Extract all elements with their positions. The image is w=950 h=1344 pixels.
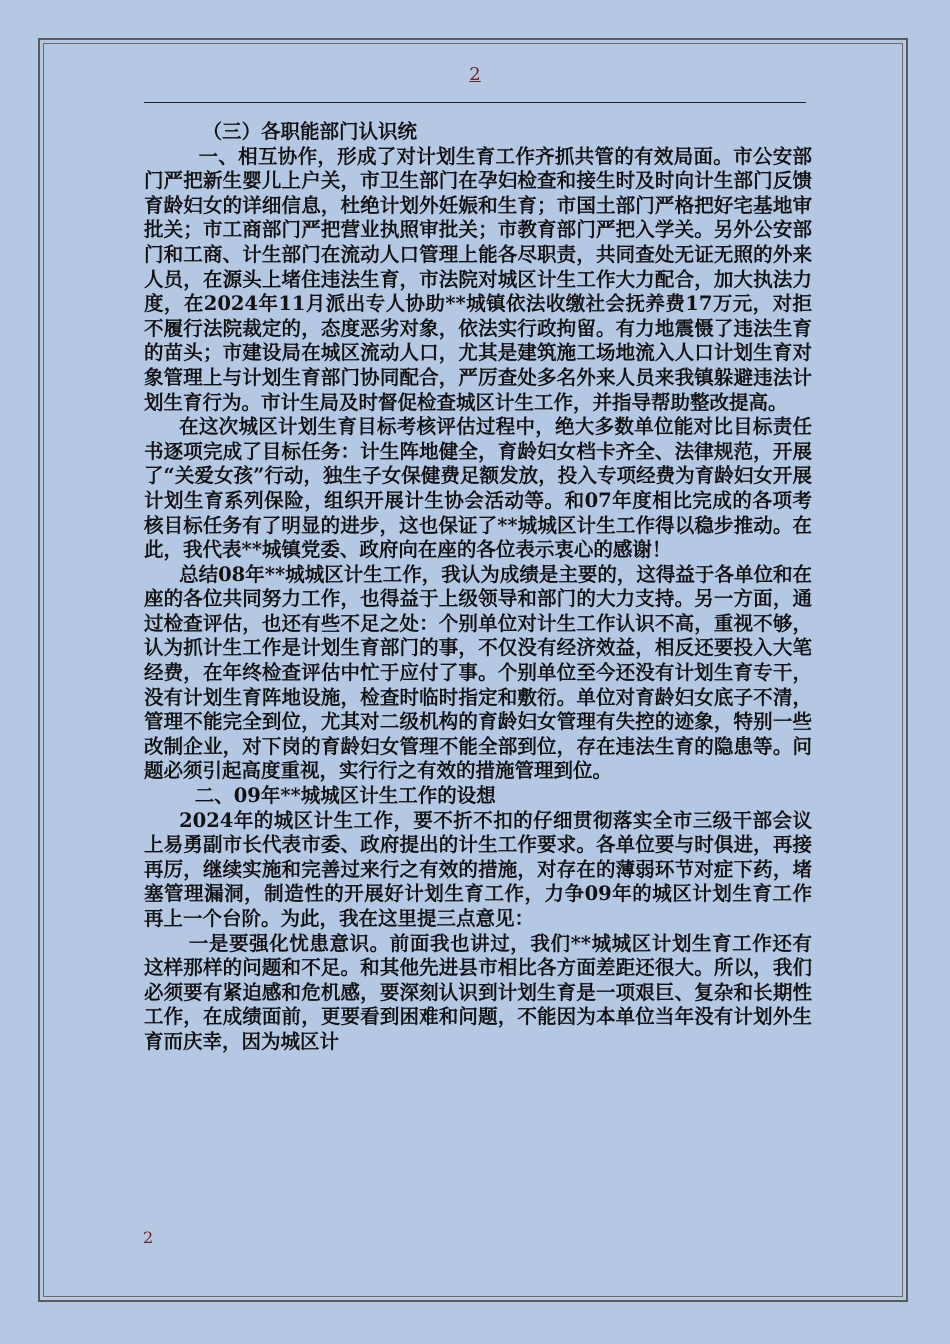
document-body [144,120,812,1055]
paragraph-summary: 总结08年**城城区计生工作，我认为成绩是主要的，这得益于各单位和在座的各位共同努力工作，也得益于上级领导和部门的大力支持。另一方面，通过检查评估，也还有些不足之处：个别单位对计生工作认识不高，重视不够，认为抓计生工作是计划生育部门的事，不仅没有经济效益，相反还要投入大笔经费，在年终检查评估中忙于应付了事。个别单位至今还没有计划生育专干，没有计划生育阵地设施，检查时临时指定和敷衍。单位对育龄妇女底子不清，管理不能完全到位，尤其对二级机构的育龄妇女管理有失控的迹象，特别一些改制企业，对下岗的育龄妇女管理不能全部到位，存在违法生育的隐患等。问题必须引起高度重视，实行行之有效的措施管理到位。 [144,562,812,783]
header-divider [144,102,806,103]
footer-page-number: 2 [143,1228,154,1247]
paragraph-plans-intro: 2024年的城区计生工作，要不折不扣的仔细贯彻落实全市三级干部会议上易勇副市长代表市委、政府提出的计生工作要求。各单位要与时俱进，再接再厉，继续实施和完善过来行之有效的措施，对存在的薄弱环节对症下药，堵塞管理漏洞，制造性的开展好计划生育工作，力争09年的城区计划生育工作再上一个台阶。为此，我在这里提三点意见： [144,808,812,930]
paragraph-cooperation: 一、相互协作，形成了对计划生育工作齐抓共管的有效局面。市公安部门严把新生婴儿上户关，市卫生部门在孕妇检查和接生时及时向计生部门反馈育龄妇女的详细信息，杜绝计划外妊娠和生育；市国土部门严格把好宅基地审批关；市工商部门严把营业执照审批关；市教育部门严把入学关。另外公安部门和工商、计生部门在流动人口管理上能各尽职责，共同查处无证无照的外来人员，在源头上堵住违法生育，市法院对城区计生工作大力配合，加大执法力度，在2024年11月派出专人协助**城镇依法收缴社会抚养费17万元，对拒不履行法院裁定的，态度恶劣对象，依法实行政拘留。有力地震慑了违法生育的苗头；市建设局在城区流动人口，尤其是建筑施工场地流入人口计划生育对象管理上与计划生育部门协同配合，严厉查处多名外来人员来我镇躲避违法计划生育行为。市计生局及时督促检查城区计生工作，并指导帮助整改提高。 [144,144,812,414]
header-page-number: 2 [469,64,481,85]
paragraph-assessment: 在这次城区计划生育目标考核评估过程中，绝大多数单位能对比目标责任书逐项完成了目标任务：计生阵地健全，育龄妇女档卡齐全、法律规范，开展了“关爱女孩”行动，独生子女保健费足额发放，投入专项经费为育龄妇女开展计划生育系列保险，组织开展计生协会活动等。和07年度相比完成的各项考核目标任务有了明显的进步，这也保证了**城城区计生工作得以稳步推动。在此，我代表**城镇党委、政府向在座的各位表示衷心的感谢！ [144,415,812,562]
section-heading-plans: 二、09年**城城区计生工作的设想 [194,784,496,808]
paragraph-point-one: 一是要强化忧患意识。前面我也讲过，我们**城城区计划生育工作还有这样那样的问题和不足。和其他先进县市相比各方面差距还很大。所以，我们必须要有紧迫感和危机感，要深刻认识到计划生育是一项艰巨、复杂和长期性工作，在成绩面前，更要看到困难和问题，不能因为本单位当年没有计划外生育而庆幸，因为城区计 [144,931,812,1053]
section-subheading: （三）各职能部门认识统 [202,120,418,143]
